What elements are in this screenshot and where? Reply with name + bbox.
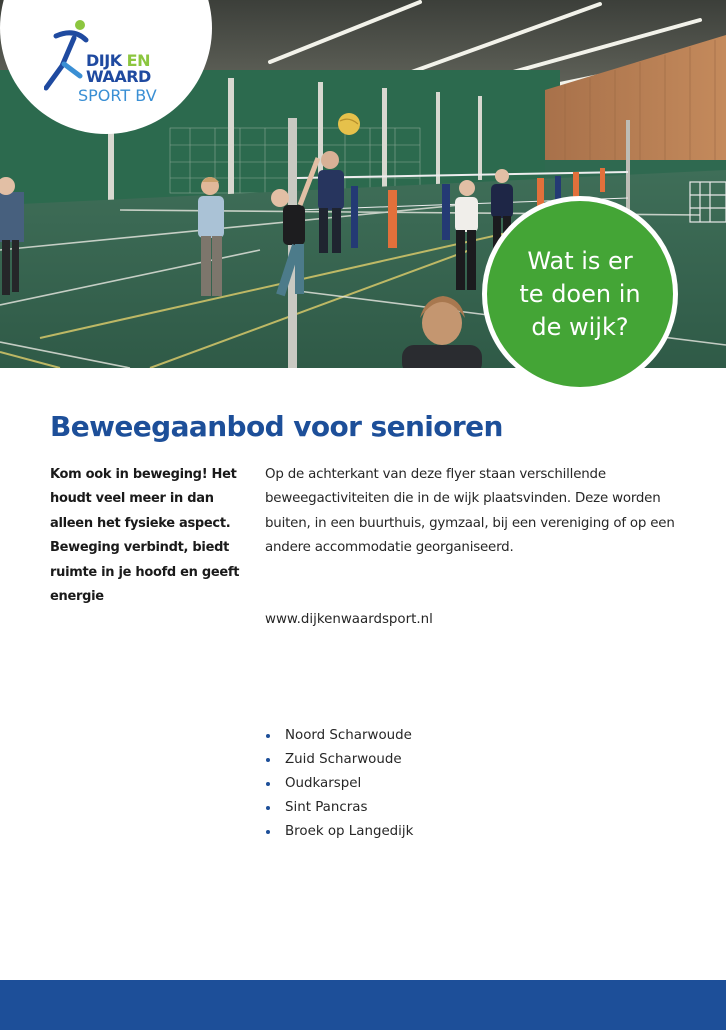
bubble-text: Wat is er te doen in de wijk? [519,246,641,341]
list-item: Oudkarspel [265,772,413,796]
description-text: Op de achterkant van deze flyer staan verschillende beweegactiviteiten die in de wijk plaatsvinden. Deze worden buiten, in een buurthuis, gymzaal, bij een vereniging of op een andere accommodatie georganiseerd. [265,467,675,556]
logo-line-3: SPORT BV [78,86,157,105]
bullet-icon [266,782,270,786]
list-item: Zuid Scharwoude [265,748,413,772]
logo-line-2: WAARD [86,67,151,86]
question-bubble [482,196,678,392]
bullet-icon [266,758,270,762]
places-list [265,724,413,844]
intro-text: Kom ook in beweging! Het houdt veel meer in dan alleen het fysieke aspect. Beweging verbindt, biedt ruimte in je hoofd en geeft energie [50,467,240,605]
website-link[interactable]: www.dijkenwaardsport.nl [265,612,433,627]
footer-bar [0,980,726,1030]
bullet-icon [266,830,270,834]
list-item: Broek op Langedijk [265,820,413,844]
logo-line-1: DIJK EN [86,51,150,70]
bullet-icon [266,806,270,810]
list-item: Noord Scharwoude [265,724,413,748]
bullet-icon [266,734,270,738]
page-title: Beweegaanbod voor senioren [50,410,503,443]
list-item: Sint Pancras [265,796,413,820]
